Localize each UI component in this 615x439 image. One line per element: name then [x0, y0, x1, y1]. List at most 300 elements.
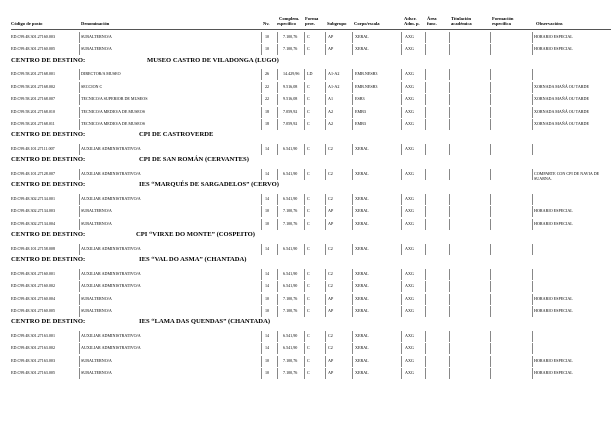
- col-adscr: Adscr.: [404, 16, 417, 21]
- cell-ce: 9.516,08: [283, 96, 298, 102]
- cell-obs: HORARIO ESPECIAL: [534, 46, 573, 52]
- cell-sg: C2: [328, 333, 333, 338]
- col-nivel: Nv.: [263, 21, 270, 26]
- centro-destino-name: IES “LAMA DAS QUENDAS” (CHANTADA): [139, 318, 271, 326]
- cell-corpo: XERAL: [355, 308, 369, 313]
- column-separator: [449, 219, 450, 230]
- cell-den: SUBALTERNO/A: [81, 308, 112, 313]
- column-separator: [261, 144, 262, 155]
- cell-codigo: ED.C99.58.201.27168.002: [11, 83, 56, 89]
- column-separator: [325, 244, 326, 255]
- table-row: [0, 281, 615, 292]
- column-separator: [401, 169, 402, 180]
- column-separator: [532, 244, 533, 255]
- column-separator: [532, 343, 533, 354]
- column-separator: [79, 44, 80, 55]
- cell-sg: AP: [328, 34, 334, 39]
- column-separator: [532, 82, 533, 93]
- column-separator: [325, 194, 326, 205]
- column-separator: [449, 331, 450, 342]
- column-separator: [325, 343, 326, 354]
- cell-fp: C: [307, 345, 310, 351]
- column-separator: [532, 281, 533, 292]
- cell-den: AUXILIAR ADMINISTRATIVO/A: [81, 283, 141, 289]
- cell-obs: XORNADA MAÑÁ OU TARDE: [534, 96, 589, 102]
- column-separator: [425, 331, 426, 342]
- cell-codigo: ED.C99.58.201.27168.010: [11, 108, 56, 114]
- cell-adm: AXG: [405, 370, 414, 376]
- cell-nv: 14: [265, 333, 270, 338]
- col-func: func.: [427, 21, 437, 26]
- column-separator: [490, 294, 491, 305]
- cell-obs: HORARIO ESPECIAL: [534, 34, 573, 39]
- cell-nv: 14: [265, 171, 270, 176]
- column-separator: [490, 368, 491, 379]
- centro-destino-heading: [11, 57, 611, 67]
- column-separator: [79, 306, 80, 317]
- cell-fp: C: [307, 270, 310, 276]
- centro-destino-label: CENTRO DE DESTINO:: [11, 231, 86, 239]
- column-separator: [277, 119, 278, 130]
- centro-destino-name: CPI “VIRXE DO MONTE” (COSPEITO): [136, 231, 255, 239]
- cell-adm: AXG: [405, 196, 414, 201]
- cell-codigo: ED.C99.48.302.27134.003: [11, 208, 56, 214]
- cell-ce: 6.541,90: [283, 196, 298, 201]
- cell-den: SUBALTERNO/A: [81, 46, 112, 52]
- column-separator: [325, 356, 326, 367]
- cell-adm: AXG: [405, 308, 414, 313]
- table-row: [0, 144, 615, 155]
- column-separator: [401, 82, 402, 93]
- column-separator: [277, 169, 278, 180]
- cell-corpo: EMB3: [355, 121, 366, 126]
- cell-nv: 18: [265, 121, 270, 126]
- column-separator: [325, 82, 326, 93]
- column-separator: [352, 32, 353, 43]
- centro-destino-heading: [11, 156, 611, 166]
- cell-obs: HORARIO ESPECIAL: [534, 208, 573, 214]
- cell-obs: HORARIO ESPECIAL: [534, 220, 573, 226]
- column-separator: [449, 368, 450, 379]
- cell-nv: 26: [265, 71, 270, 77]
- column-separator: [532, 306, 533, 317]
- column-separator: [490, 107, 491, 118]
- cell-codigo: ED.C99.48.301.27160.005: [11, 308, 56, 313]
- cell-nv: 14: [265, 245, 270, 251]
- column-separator: [401, 144, 402, 155]
- column-separator: [532, 144, 533, 155]
- column-separator: [277, 281, 278, 292]
- column-separator: [490, 206, 491, 217]
- cell-sg: C2: [328, 146, 333, 151]
- cell-codigo: ED.C99.48.301.27163.003: [11, 357, 56, 363]
- column-separator: [325, 119, 326, 130]
- column-separator: [261, 269, 262, 280]
- table-row: [0, 356, 615, 367]
- column-separator: [261, 281, 262, 292]
- cell-fp: C: [307, 146, 310, 151]
- column-separator: [304, 206, 305, 217]
- cell-den: SECCION C: [81, 83, 103, 89]
- column-separator: [277, 144, 278, 155]
- cell-den: SUBALTERNO/A: [81, 208, 112, 214]
- cell-codigo: ED.C99.48.301.27160.003: [11, 34, 56, 39]
- cell-nv: 10: [265, 370, 270, 376]
- column-separator: [352, 206, 353, 217]
- column-separator: [261, 206, 262, 217]
- cell-den: SUBALTERNO/A: [81, 357, 112, 363]
- column-separator: [449, 269, 450, 280]
- cell-den: AUXILIAR ADMINISTRATIVO/A: [81, 345, 141, 351]
- cell-fp: C: [307, 370, 310, 376]
- column-separator: [449, 281, 450, 292]
- column-separator: [79, 219, 80, 230]
- column-separator: [532, 269, 533, 280]
- column-separator: [261, 44, 262, 55]
- cell-adm: AXG: [405, 295, 414, 301]
- cell-obs: HORARIO ESPECIAL: [534, 370, 573, 376]
- column-separator: [79, 281, 80, 292]
- table-row: [0, 331, 615, 342]
- table-row: [0, 169, 615, 180]
- column-separator: [277, 82, 278, 93]
- cell-fp: C: [307, 245, 310, 251]
- cell-codigo: ED.C99.48.302.27134.004: [11, 220, 56, 226]
- column-separator: [79, 119, 80, 130]
- cell-adm: AXG: [405, 283, 414, 289]
- column-separator: [532, 368, 533, 379]
- column-separator: [490, 356, 491, 367]
- cell-corpo: XERAL: [355, 196, 369, 201]
- column-separator: [277, 356, 278, 367]
- column-separator: [425, 294, 426, 305]
- column-separator: [352, 44, 353, 55]
- cell-corpo: XERAL: [355, 46, 369, 52]
- col-subgrupo: Subgrupo: [327, 21, 347, 26]
- cell-nv: 10: [265, 34, 270, 39]
- table-row: [0, 107, 615, 118]
- col-corpo: Corpo/escala: [354, 21, 380, 26]
- centro-destino-name: MUSEO CASTRO DE VILADONGA (LUGO): [147, 56, 279, 64]
- table-row: [0, 294, 615, 305]
- cell-nv: 10: [265, 357, 270, 363]
- column-separator: [425, 269, 426, 280]
- column-separator: [79, 206, 80, 217]
- cell-corpo: ESB3: [355, 96, 365, 102]
- cell-ce: 9.516,08: [283, 83, 298, 89]
- column-separator: [352, 94, 353, 105]
- cell-sg: C2: [328, 270, 333, 276]
- centro-destino-label: CENTRO DE DESTINO:: [11, 56, 86, 64]
- centro-destino-label: CENTRO DE DESTINO:: [11, 156, 86, 164]
- column-separator: [79, 94, 80, 105]
- column-separator: [277, 219, 278, 230]
- column-separator: [261, 219, 262, 230]
- cell-den: AUXILIAR ADMINISTRATIVO/A: [81, 270, 141, 276]
- column-separator: [490, 219, 491, 230]
- column-separator: [401, 32, 402, 43]
- table-row: [0, 32, 615, 43]
- cell-corpo: XERAL: [355, 34, 369, 39]
- centro-destino-heading: [11, 131, 611, 141]
- column-separator: [532, 194, 533, 205]
- cell-corpo: XERAL: [355, 146, 369, 151]
- column-separator: [401, 219, 402, 230]
- cell-sg: A1: [328, 96, 334, 102]
- cell-ce: 7.100,76: [283, 46, 298, 52]
- cell-den: AUXILIAR ADMINISTRATIVO/A: [81, 171, 141, 176]
- col-codigo: Código de posto: [11, 21, 43, 26]
- column-separator: [304, 356, 305, 367]
- cell-nv: 14: [265, 283, 270, 289]
- cell-ce: 7.059,92: [283, 121, 298, 126]
- column-separator: [449, 294, 450, 305]
- cell-nv: 14: [265, 196, 270, 201]
- column-separator: [490, 119, 491, 130]
- column-separator: [532, 356, 533, 367]
- table-row: [0, 206, 615, 217]
- cell-adm: AXG: [405, 83, 414, 89]
- column-separator: [352, 331, 353, 342]
- column-separator: [277, 294, 278, 305]
- column-separator: [352, 107, 353, 118]
- column-separator: [277, 107, 278, 118]
- column-separator: [490, 269, 491, 280]
- column-separator: [261, 69, 262, 80]
- cell-adm: AXG: [405, 171, 414, 176]
- cell-ce: 7.100,76: [283, 295, 298, 301]
- column-separator: [449, 69, 450, 80]
- column-separator: [401, 206, 402, 217]
- cell-ce: 6.541,90: [283, 171, 298, 176]
- column-separator: [277, 269, 278, 280]
- column-separator: [304, 294, 305, 305]
- column-separator: [425, 219, 426, 230]
- column-separator: [401, 44, 402, 55]
- header-rule: [11, 29, 611, 30]
- column-separator: [449, 244, 450, 255]
- column-separator: [261, 107, 262, 118]
- column-separator: [79, 294, 80, 305]
- column-separator: [352, 69, 353, 80]
- column-separator: [490, 281, 491, 292]
- cell-den: DIRECTOR/A MUSEO: [81, 71, 121, 77]
- column-separator: [277, 206, 278, 217]
- cell-adm: AXG: [405, 146, 414, 151]
- column-separator: [325, 32, 326, 43]
- column-separator: [261, 294, 262, 305]
- column-separator: [304, 32, 305, 43]
- column-separator: [532, 107, 533, 118]
- column-separator: [532, 331, 533, 342]
- column-separator: [325, 69, 326, 80]
- column-separator: [449, 306, 450, 317]
- column-separator: [401, 69, 402, 80]
- column-separator: [490, 244, 491, 255]
- table-row: [0, 219, 615, 230]
- cell-obs: HORARIO ESPECIAL: [534, 295, 573, 301]
- table-row: [0, 94, 615, 105]
- column-separator: [352, 194, 353, 205]
- cell-ce: 7.100,76: [283, 34, 298, 39]
- col-adm: Adm. p.: [404, 21, 420, 26]
- column-separator: [490, 44, 491, 55]
- cell-adm: AXG: [405, 245, 414, 251]
- centro-destino-name: CPI DE SAN ROMÁN (CERVANTES): [139, 156, 249, 164]
- cell-codigo: ED.C99.58.201.27168.001: [11, 71, 56, 77]
- cell-den: AUXILIAR ADMINISTRATIVO/A: [81, 146, 141, 151]
- column-separator: [261, 356, 262, 367]
- column-separator: [325, 294, 326, 305]
- table-row: [0, 194, 615, 205]
- cell-codigo: ED.C99.48.301.27163.002: [11, 345, 56, 351]
- table-row: [0, 82, 615, 93]
- column-separator: [304, 368, 305, 379]
- cell-ce: 7.100,76: [283, 308, 298, 313]
- cell-corpo: EMB3: [355, 108, 366, 114]
- cell-fp: C: [307, 121, 310, 126]
- column-separator: [304, 194, 305, 205]
- column-separator: [490, 343, 491, 354]
- column-separator: [425, 356, 426, 367]
- cell-den: AUXILIAR ADMINISTRATIVO/A: [81, 245, 141, 251]
- column-separator: [304, 94, 305, 105]
- column-separator: [532, 169, 533, 180]
- cell-nv: 10: [265, 295, 270, 301]
- cell-corpo: XERAL: [355, 283, 369, 289]
- column-separator: [532, 206, 533, 217]
- cell-obs: XORNADA MAÑÁ OU TARDE: [534, 108, 589, 114]
- column-separator: [425, 107, 426, 118]
- column-separator: [425, 306, 426, 317]
- column-separator: [401, 306, 402, 317]
- column-separator: [449, 94, 450, 105]
- col-especifica: específica: [492, 21, 511, 26]
- cell-sg: C2: [328, 245, 333, 251]
- column-separator: [425, 169, 426, 180]
- column-separator: [277, 331, 278, 342]
- centro-destino-heading: [11, 256, 611, 266]
- column-separator: [425, 119, 426, 130]
- cell-ce: 14.429,96: [283, 71, 300, 77]
- cell-den: AUXILIAR ADMINISTRATIVO/A: [81, 333, 141, 338]
- column-separator: [449, 356, 450, 367]
- cell-fp: LD: [307, 71, 313, 77]
- column-separator: [449, 119, 450, 130]
- column-separator: [449, 169, 450, 180]
- cell-obs: HORARIO ESPECIAL: [534, 308, 573, 313]
- column-separator: [277, 32, 278, 43]
- cell-sg: AP: [328, 308, 334, 313]
- col-titulacion: Titulación: [451, 16, 472, 21]
- cell-corpo: EMB.NESB3: [355, 83, 378, 89]
- column-separator: [352, 269, 353, 280]
- centro-destino-name: CPI DE CASTROVERDE: [139, 131, 214, 139]
- cell-fp: C: [307, 283, 310, 289]
- column-separator: [261, 94, 262, 105]
- column-separator: [304, 269, 305, 280]
- cell-fp: C: [307, 220, 310, 226]
- cell-nv: 10: [265, 46, 270, 52]
- cell-obs: COMPARTE CON CPI DE NAVIA DE SUARNA.: [534, 171, 600, 181]
- cell-ce: 7.100,76: [283, 220, 298, 226]
- cell-sg: AP: [328, 295, 334, 301]
- column-separator: [401, 269, 402, 280]
- cell-adm: AXG: [405, 71, 414, 77]
- column-separator: [304, 119, 305, 130]
- column-separator: [490, 32, 491, 43]
- cell-den: SUBALTERNO/A: [81, 34, 112, 39]
- table-row: [0, 269, 615, 280]
- column-separator: [425, 32, 426, 43]
- column-separator: [449, 144, 450, 155]
- column-separator: [425, 281, 426, 292]
- column-separator: [261, 368, 262, 379]
- cell-fp: C: [307, 357, 310, 363]
- cell-fp: C: [307, 333, 310, 338]
- cell-adm: AXG: [405, 345, 414, 351]
- cell-nv: 22: [265, 96, 270, 102]
- cell-sg: C2: [328, 196, 333, 201]
- column-separator: [79, 269, 80, 280]
- column-separator: [352, 294, 353, 305]
- column-separator: [277, 306, 278, 317]
- column-separator: [79, 82, 80, 93]
- column-separator: [277, 343, 278, 354]
- column-separator: [401, 343, 402, 354]
- centro-destino-heading: [11, 181, 611, 191]
- cell-adm: AXG: [405, 121, 414, 126]
- column-separator: [304, 44, 305, 55]
- cell-codigo: ED.C99.58.201.27168.007: [11, 96, 56, 102]
- column-separator: [490, 306, 491, 317]
- column-separator: [261, 82, 262, 93]
- cell-fp: C: [307, 108, 310, 114]
- table-row: [0, 343, 615, 354]
- column-separator: [490, 331, 491, 342]
- cell-fp: C: [307, 46, 310, 52]
- cell-den: TECNICO/A MEDIO/A DE MUSEOS: [81, 108, 146, 114]
- column-separator: [425, 368, 426, 379]
- column-separator: [304, 169, 305, 180]
- column-separator: [401, 356, 402, 367]
- cell-sg: AP: [328, 46, 334, 52]
- cell-den: AUXILIAR ADMINISTRATIVO/A: [81, 196, 141, 201]
- column-separator: [490, 194, 491, 205]
- column-separator: [79, 107, 80, 118]
- centro-destino-heading: [11, 318, 611, 328]
- column-separator: [325, 306, 326, 317]
- column-separator: [79, 69, 80, 80]
- cell-codigo: ED.C99.48.101.27111.007: [11, 146, 55, 151]
- cell-sg: AP: [328, 220, 334, 226]
- column-separator: [352, 244, 353, 255]
- cell-nv: 10: [265, 220, 270, 226]
- cell-ce: 6.541,90: [283, 345, 298, 351]
- cell-ce: 6.541,90: [283, 333, 298, 338]
- column-separator: [401, 294, 402, 305]
- cell-sg: A2: [328, 108, 334, 114]
- centro-destino-name: IES “VAL DO ASMA” (CHANTADA): [139, 256, 247, 264]
- cell-fp: C: [307, 196, 310, 201]
- column-separator: [325, 269, 326, 280]
- cell-fp: C: [307, 34, 310, 39]
- column-separator: [425, 44, 426, 55]
- column-separator: [532, 219, 533, 230]
- cell-sg: C2: [328, 283, 333, 289]
- column-separator: [401, 368, 402, 379]
- column-separator: [277, 44, 278, 55]
